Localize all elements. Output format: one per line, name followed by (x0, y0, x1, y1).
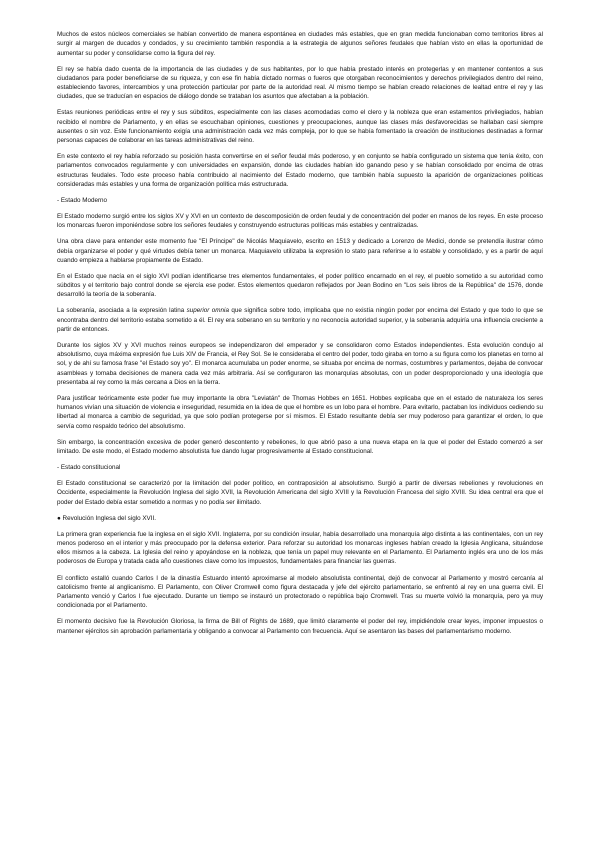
latin-expression: superior omnia (186, 307, 229, 315)
paragraph: Sin embargo, la concentración excesiva de poder generó descontento y rebeliones, lo que abrió paso a una nueva etapa en la que el poder del Estado comenzó a ser limitado. De este modo, el Estado moderno absolutista fue dando lugar progresivamente al Estado constitucional. (57, 438, 543, 456)
paragraph: La primera gran experiencia fue la inglesa en el siglo XVII. Inglaterra, por su condición insular, había desarrollado una monarquía algo distinta a las continentales, con un rey menos poderoso en el interior y más preocupado por la defensa exterior. Para reforzar su autoridad los monarcas ingleses habían creado la Iglesia Anglicana, situándose ellos mismos a la cabeza. La Iglesia del reino y apoyándose en la nobleza, que tenía un papel muy relevante en el Parlamento. El Parlamento inglés era uno de los más poderosos de Europa y tratada cada año cuestiones clave como los impuestos, fundamentales para financiar las guerras. (57, 530, 543, 566)
paragraph-sovereignty (57, 306, 543, 334)
text-span: La soberanía, asociada a la expresión latina (57, 307, 187, 315)
paragraph: El conflicto estalló cuando Carlos I de la dinastía Estuardo intentó aproximarse al modelo absolutista continental, dejó de convocar al Parlamento y mostró cercanía al catolicismo frente al anglicanismo. El Parlamento, con Oliver Cromwell como figura destacada y jefe del ejército parlamentario, se enfrentó al rey en una guerra civil. El Parlamento venció y Carlos I fue ejecutado. Durante un tiempo se instauró un protectorado o república bajo Cromwell. Tras su muerte volvió la monarquía, pero ya muy condicionada por el Parlamento. (57, 574, 543, 610)
text-span: que significa sobre todo, implicaba que no existía ningún poder por encima del Estado y que todo lo que se encontraba dentro del territorio estaba sometido a él. El rey era soberano en su territorio y no reconocía autoridad superior, y la soberanía adquiría una influencia creciente a partir de entonces. (57, 307, 543, 333)
paragraph: Estas reuniones periódicas entre el rey y sus súbditos, especialmente con las clases acomodadas como el clero y la nobleza que eran estamentos privilegiados, habían recibido el nombre de Parlamento, y en ellas se escuchaban opiniones, cuestiones y preocupaciones, aunque las clases más desfavorecidas se hallaban casi siempre ausentes o sin voz. Este funcionamiento exigía una administración cada vez más compleja, por lo que se había fomentado la creación de instituciones destinadas a formar personas capaces de colaborar en las tareas administrativas del reino. (57, 109, 543, 145)
document-page (57, 30, 543, 636)
paragraph: Muchos de estos núcleos comerciales se habían convertido de manera espontánea en ciudades más estables, que en gran medida funcionaban como territorios libres al surgir al margen de ducados y condados, y su crecimiento también respondía a la estrategia de algunos señores feudales que habían visto en ellas la oportunidad de aumentar su poder y consolidarse como la figura del rey. (57, 31, 543, 57)
paragraph: El Estado moderno surgió entre los siglos XV y XVI en un contexto de descomposición de orden feudal y de concentración del poder en manos de los reyes. En este proceso los monarcas fueron imponiéndose sobre los señores feudales y construyendo estructuras políticas más estables y centralizadas. (57, 212, 543, 230)
paragraph: Durante los siglos XV y XVI muchos reinos europeos se independizaron del emperador y se consolidaron como Estados independientes. Esta evolución condujo al absolutismo, cuya máxima expresión fue Luis XIV de Francia, el Rey Sol. Se le consideraba el centro del poder, todo giraba en torno a su figura como los planetas en torno al sol, y de ahí su famosa frase "el Estado soy yo". El monarca acumulaba un poder enorme, se situaba por encima de normas, costumbres y parlamentos, dejaba de convocar asambleas y tomaba decisiones de manera cada vez más arbitraria. Así se configuraron las monarquías absolutas, con un poder desproporcionado y una ideología que presentaba al rey como la más cercana a Dios en la tierra. (57, 341, 543, 386)
paragraph: En este contexto el rey había reforzado su posición hasta convertirse en el señor feudal más poderoso, y en conjunto se había configurado un sistema que tenía éxito, con parlamentos convocados regularmente y con universidades en expansión, donde las ciudades habían ido ganando peso y se habían consolidado por encima de otras estructuras feudales. Todo este proceso había contribuido al nacimiento del Estado moderno, que también había supuesto la aparición de organizaciones políticas consideradas más estables y una forma de organización política más estructurada. (57, 153, 543, 188)
paragraph: El momento decisivo fue la Revolución Gloriosa, la firma de Bill of Rights de 1689, que limitó claramente el poder del rey, impidiéndole crear leyes, imponer impuestos o mantener ejércitos sin aprobación parlamentaria y obligando a convocar al Parlamento con frecuencia. Aquí se asentaron las bases del parlamentarismo moderno. (57, 618, 543, 635)
paragraph: En el Estado que nacía en el siglo XVI podían identificarse tres elementos fundamentales, el poder político encarnado en el rey, el pueblo sometido a su autoridad como súbditos y el territorio bajo control donde se ejercía ese poder. Estos elementos quedaron reflejados por Jean Bodino en "Los seis libros de la República" de 1576, donde desarrolló la teoría de la soberanía. (57, 272, 543, 299)
section-heading-estado-constitucional: - Estado constitucional (57, 464, 121, 472)
paragraph: El Estado constitucional se caracterizó por la limitación del poder político, en contraposición al absolutismo. Surgió a partir de diversas rebeliones y revoluciones en Occidente, especialmente la Revolución Inglesa del siglo XVII, la Revolución Americana del siglo XVIII y la Revolución Francesa del siglo XVIII. Su idea central era que el poder del Estado debía estar sometido a normas y no podía ser ilimitado. (57, 480, 543, 506)
paragraph: Para justificar teóricamente este poder fue muy importante la obra "Leviatán" de Thomas Hobbes en 1651. Hobbes explicaba que en el estado de naturaleza los seres humanos vivían una situación de violencia e inseguridad, resumida en la idea de que el hombre es un lobo para el hombre. Para evitarlo, pactaban los individuos cediendo su libertad al monarca a cambio de seguridad, ya que solo podían protegerse por sí mismos. El Estado resultante debía ser muy poderoso para garantizar el orden, lo que servía como respaldo teórico del absolutismo. (57, 394, 543, 430)
paragraph: El rey se había dado cuenta de la importancia de las ciudades y de sus habitantes, por lo que había prestado interés en protegerlas y en mantener contentos a sus ciudadanos para poder beneficiarse de su riqueza, y con ese fin había dictado normas o fueros que otorgaban reconocimientos y derechos privilegiados dentro del reino, estableciendo favores, intercambios y una protección particular por parte de la autoridad real. Al mismo tiempo se habían creado relaciones de lealtad entre el rey y las ciudades, que se traducían en espacios de diálogo donde se trataban los asuntos que afectaban a la población. (57, 65, 543, 101)
section-heading-estado-moderno: - Estado Moderno (57, 196, 108, 204)
paragraph: Una obra clave para entender este momento fue "El Príncipe" de Nicolás Maquiavelo, escrito en 1513 y dedicado a Lorenzo de Medici, donde se pretendía ilustrar cómo debía organizarse el poder y qué virtudes debía tener un monarca. Maquiavelo utilizaba la expresión lo stato para referirse a lo estable y consolidado, y es a partir de aquí cuando empieza a hablarse propiamente de Estado. (57, 238, 543, 264)
section-heading-revolucion-inglesa: ● Revolución Inglesa del siglo XVII. (57, 514, 157, 522)
